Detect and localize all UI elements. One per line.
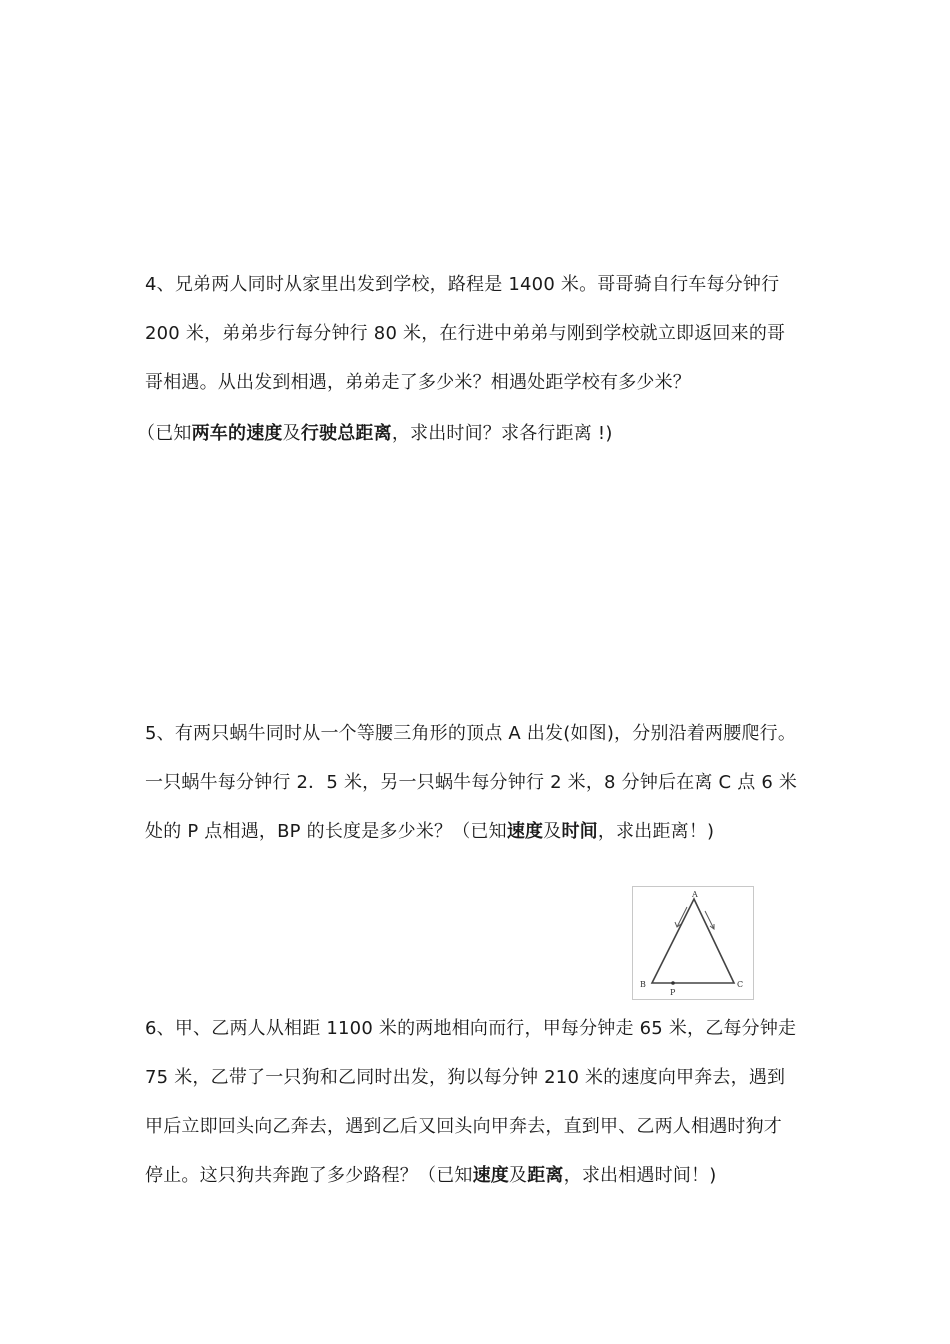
q6-hint-mid: 及 [509, 1165, 528, 1186]
q4-hint-suffix: ，求出时间？求各行距离 !) [391, 423, 613, 444]
triangle-diagram [633, 887, 753, 999]
q5-hint-bold-2: 时间 [561, 821, 598, 842]
point-p-dot [671, 981, 675, 985]
q5-line-3-prefix: 处的 P 点相遇，BP 的长度是多少米？（已知 [145, 821, 507, 842]
triangle-outline [652, 899, 734, 983]
q6-line-3: 甲后立即回头向乙奔去，遇到乙后又回头向甲奔去，直到甲、乙两人相遇时狗才 [145, 1116, 782, 1137]
q4-line-3: 哥相遇。从出发到相遇，弟弟走了多少米？相遇处距学校有多少米？ [145, 372, 691, 393]
q5-hint-suffix: ，求出距离！) [597, 821, 715, 842]
q4-hint-bold-2: 行驶总距离 [300, 423, 392, 444]
q5-line-2: 一只蜗牛每分钟行 2．5 米，另一只蜗牛每分钟行 2 米，8 分钟后在离 C 点 6 米 [145, 772, 798, 793]
q4-hint [137, 422, 613, 446]
q5-hint-bold-1: 速度 [506, 821, 544, 842]
q4-hint-prefix: （已知 [137, 423, 192, 444]
q5-hint-mid: 及 [543, 821, 562, 842]
q4-hint-mid: 及 [282, 423, 301, 444]
q4-line-1: 4、兄弟两人同时从家里出发到学校，路程是 1400 米。哥哥骑自行车每分钟行 [145, 274, 780, 295]
q5-line-1: 5、有两只蜗牛同时从一个等腰三角形的顶点 A 出发(如图)，分别沿着两腰爬行。 [145, 723, 797, 744]
q6-line-2: 75 米，乙带了一只狗和乙同时出发，狗以每分钟 210 米的速度向甲奔去，遇到 [145, 1067, 786, 1088]
q6-hint-bold-2: 距离 [527, 1165, 564, 1186]
label-c: C [737, 980, 744, 989]
label-p: P [670, 988, 676, 997]
q4-line-2: 200 米，弟弟步行每分钟行 80 米，在行进中弟弟与刚到学校就立即返回来的哥 [145, 323, 786, 344]
q6-line-4 [145, 1164, 716, 1188]
q6-line-1: 6、甲、乙两人从相距 1100 米的两地相向而行，甲每分钟走 65 米，乙每分钟走 [145, 1018, 797, 1039]
q6-line-4-prefix: 停止。这只狗共奔跑了多少路程？（已知 [145, 1165, 473, 1186]
label-a: A [692, 890, 698, 899]
q4-hint-bold-1: 两车的速度 [191, 423, 283, 444]
q5-line-3 [145, 820, 714, 844]
label-b: B [640, 980, 646, 989]
q6-hint-bold-1: 速度 [472, 1165, 510, 1186]
isosceles-triangle-figure [632, 886, 754, 1000]
q6-hint-suffix: ，求出相遇时间！) [563, 1165, 717, 1186]
